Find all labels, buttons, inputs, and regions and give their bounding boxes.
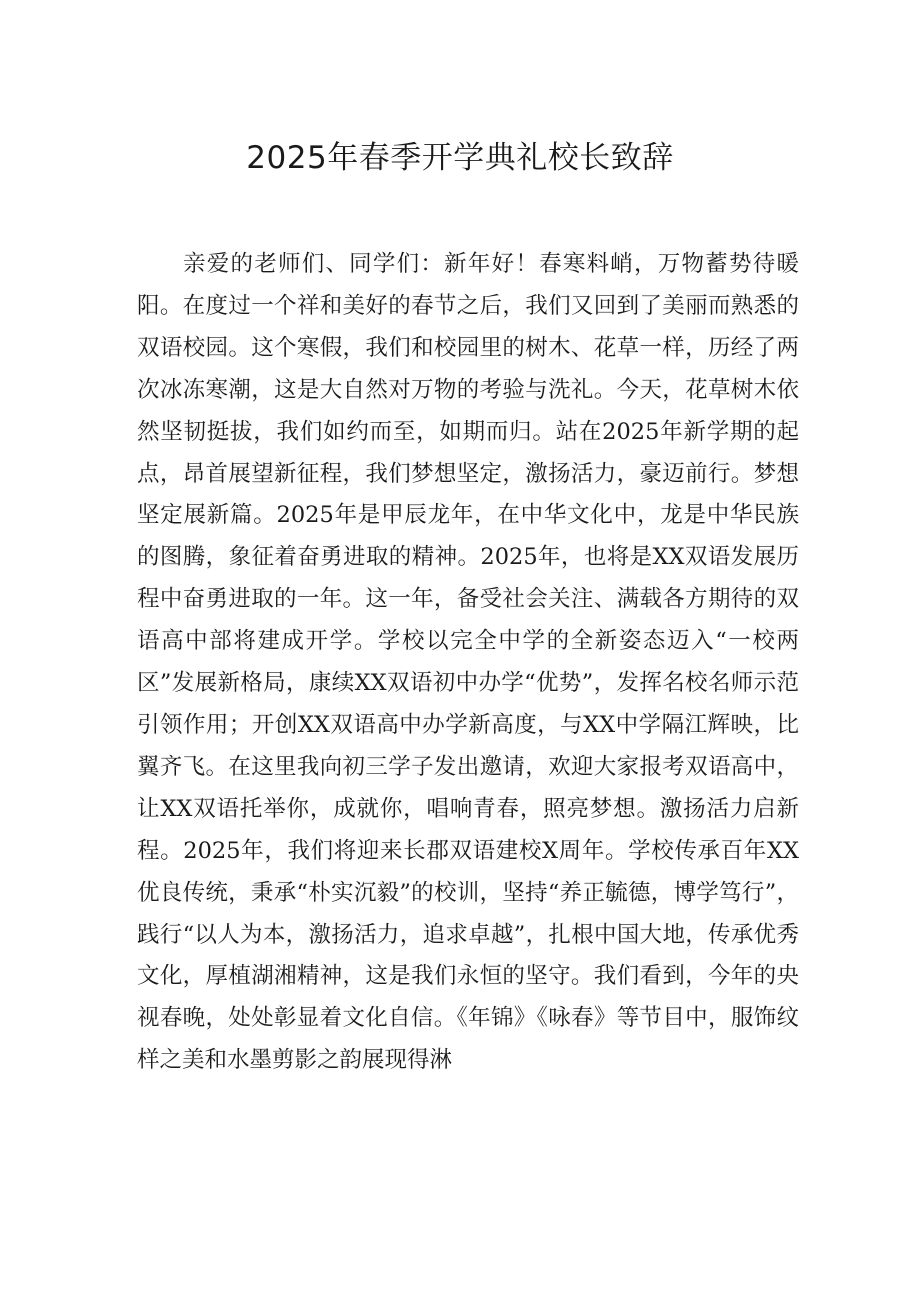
document-body-paragraph: 亲爱的老师们、同学们：新年好！春寒料峭，万物蓄势待暖阳。在度过一个祥和美好的春节之后，我们又回到了美丽而熟悉的双语校园。这个寒假，我们和校园里的树木、花草一样，历经了两次冰冻寒潮，这是大自然对万物的考验与洗礼。今天，花草树木依然坚韧挺拔，我们如约而至，如期而归。站在2025年新学期的起点，昂首展望新征程，我们梦想坚定，激扬活力，豪迈前行。梦想坚定展新篇。2025年是甲辰龙年，在中华文化中，龙是中华民族的图腾，象征着奋勇进取的精神。2025年，也将是XX双语发展历程中奋勇进取的一年。这一年，备受社会关注、满载各方期待的双语高中部将建成开学。学校以完全中学的全新姿态迈入“一校两区”发展新格局，康续XX双语初中办学“优势”，发挥名校名师示范引领作用；开创XX双语高中办学新高度，与XX中学隔江辉映，比翼齐飞。在这里我向初三学子发出邀请，欢迎大家报考双语高中，让XX双语托举你，成就你，唱响青春，照亮梦想。激扬活力启新程。2025年，我们将迎来长郡双语建校X周年。学校传承百年XX优良传统，秉承“朴实沉毅”的校训，坚持“养正毓德，博学笃行”，践行“以人为本，激扬活力，追求卓越”，扎根中国大地，传承优秀文化，厚植湖湘精神，这是我们永恒的坚守。我们看到，今年的央视春晚，处处彰显着文化自信。《年锦》《咏春》等节目中，服饰纹样之美和水墨剪影之韵展现得淋	[137, 251, 799, 1074]
document-title: 2025年春季开学典礼校长致辞	[246, 140, 674, 176]
